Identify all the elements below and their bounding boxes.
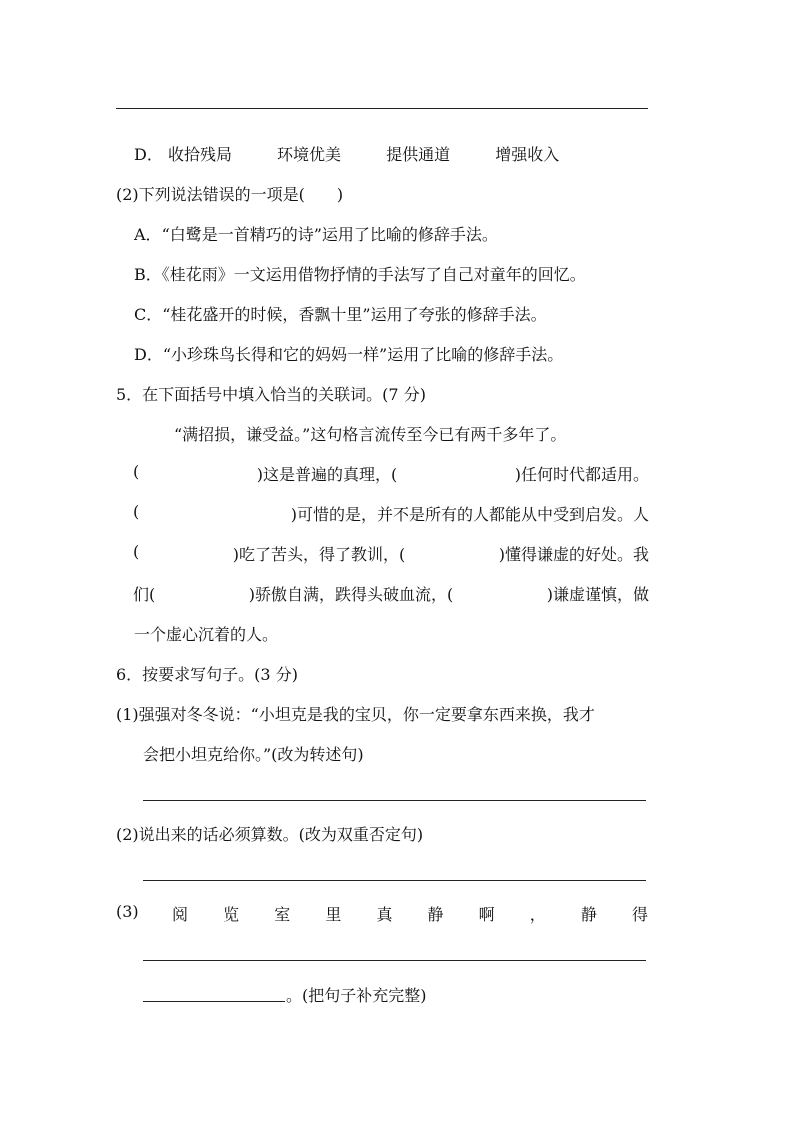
blank-1[interactable] [163, 462, 233, 485]
q4-choice-b [134, 262, 586, 285]
choice-label: C． [134, 305, 163, 324]
s3-char: 览 [223, 905, 240, 924]
q4-choice-c [134, 302, 547, 325]
choice-text: 《桂花雨》一文运用借物抒情的手法写了自己对童年的回忆。 [161, 265, 586, 284]
q5-text: )可惜的是，并不是所有的人都能从中受到启发。人 [290, 505, 649, 524]
q6-sentence-1-line-2: 会把小坦克给你。”(改为转述句) [143, 745, 364, 764]
q4-sub2-prompt: (2)下列说法错误的一项是( ) [116, 185, 344, 204]
q4-option-d-row [134, 142, 599, 165]
blank-5[interactable] [421, 542, 483, 565]
q5-text: ( [133, 462, 140, 481]
q5-text: )这是普遍的真理，( [256, 465, 398, 484]
choice-text: “小珍珠鸟长得和它的妈妈一样”运用了比喻的修辞手法。 [162, 345, 564, 364]
q5-text: 们( [133, 585, 156, 604]
q6-sentence-3-tail: 。(把句子补充完整) [286, 986, 427, 1005]
s3-char: 静 [427, 905, 444, 924]
s3-char: 真 [376, 905, 393, 924]
choice-label: B． [134, 265, 162, 284]
q5-line-4 [133, 582, 649, 605]
q4-option-d-item: 环境优美 [277, 145, 342, 164]
q6-sentence-2: (2)说出来的话必须算数。(改为双重否定句) [116, 825, 424, 844]
q5-heading: 5．在下面括号中填入恰当的关联词。(7 分) [116, 385, 426, 404]
q5-text: )骄傲自满，跌得头破血流，( [248, 585, 454, 604]
q6-sentence-3-text [172, 902, 648, 925]
choice-label: D． [134, 345, 163, 364]
choice-label: A． [134, 225, 162, 244]
q5-line-5: 一个虚心沉着的人。 [134, 625, 279, 644]
answer-line-2[interactable] [143, 880, 646, 881]
q4-option-d-item: 收拾残局 [167, 145, 232, 164]
q5-text: )吃了苦头，得了教训，( [232, 545, 406, 564]
q6-heading: 6．按要求写句子。(3 分) [116, 665, 298, 684]
s3-char: 阅 [172, 905, 189, 924]
q6-sentence-3-number: (3) [116, 902, 139, 921]
answer-line-3[interactable] [143, 960, 646, 961]
q4-choice-d [134, 342, 563, 365]
top-divider [116, 108, 648, 109]
answer-line-3-short[interactable] [143, 1001, 285, 1002]
q6-sentence-1-line-1: (1)强强对冬冬说：“小坦克是我的宝贝，你一定要拿东西来换，我才 [116, 705, 595, 724]
q5-line-2 [133, 502, 649, 525]
s3-char: 静 [580, 905, 597, 924]
blank-4[interactable] [155, 542, 217, 565]
q4-option-d-item: 提供通道 [386, 145, 451, 164]
q5-text: )谦虚谨慎，做 [546, 585, 649, 604]
q5-line-3 [133, 542, 649, 565]
s3-char: 得 [631, 905, 648, 924]
q5-quote: “满招损，谦受益。”这句格言流传至今已有两千多年了。 [174, 425, 567, 444]
choice-text: “桂花盛开的时候，香飘十里”运用了夸张的修辞手法。 [162, 305, 547, 324]
q4-choice-a [134, 222, 498, 245]
answer-line-1[interactable] [143, 800, 646, 801]
blank-7[interactable] [472, 582, 528, 605]
choice-text: “白鹭是一首精巧的诗”运用了比喻的修辞手法。 [161, 225, 498, 244]
q5-text: ( [133, 502, 140, 521]
blank-6[interactable] [174, 582, 230, 605]
blank-3[interactable] [180, 502, 250, 525]
q5-text: )任何时代都适用。 [514, 465, 649, 484]
s3-char: ， [529, 905, 546, 924]
q4-option-d-item: 增强收入 [495, 145, 560, 164]
q4-option-d-label: D． [134, 145, 163, 164]
q5-text: ( [133, 542, 140, 561]
s3-char: 室 [274, 905, 291, 924]
q5-line-1 [133, 462, 649, 485]
s3-char: 啊 [478, 905, 495, 924]
s3-char: 里 [325, 905, 342, 924]
blank-2[interactable] [421, 462, 491, 485]
q5-text: )懂得谦虚的好处。我 [498, 545, 649, 564]
